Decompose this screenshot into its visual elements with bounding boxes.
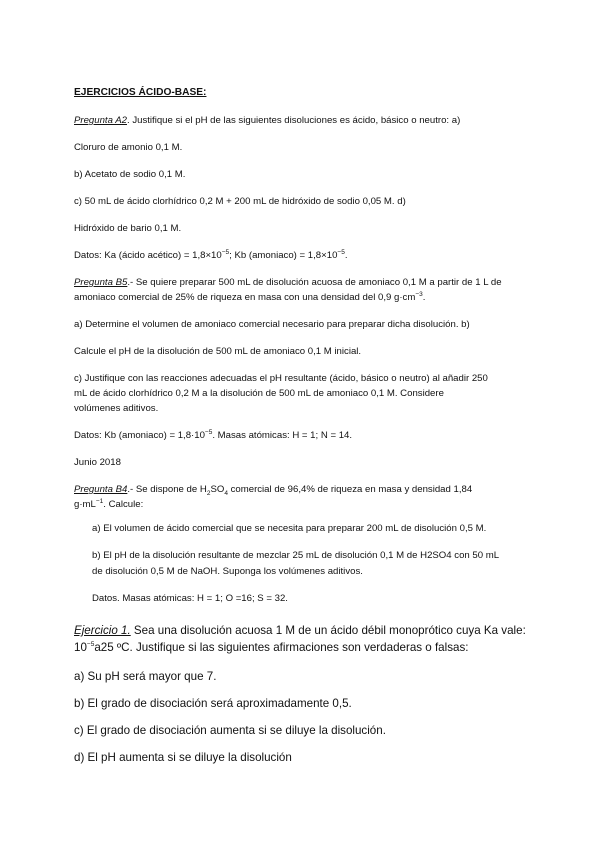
e1-statement-c: c) El grado de disociación aumenta si se diluye la disolución. <box>74 724 386 737</box>
a2-data-end: . <box>344 250 348 261</box>
b4-text-1a: .- Se dispone de H <box>127 484 207 495</box>
e1-statement-d: d) El pH aumenta si se diluye la disolución <box>74 751 292 764</box>
b5-line-4: Calcule el pH de la disolución de 500 mL de amoniaco 0,1 M inicial. <box>74 346 362 357</box>
b4-part-b-2: de disolución 0,5 M de NaOH. Suponga los volúmenes aditivos. <box>92 566 363 577</box>
b4-text-1b: SO <box>210 484 225 495</box>
e1-ka-base: 10 <box>74 641 87 654</box>
e1-text-1: Sea una disolución acuosa 1 M de un ácido débil monoprótico cuya Ka vale: <box>130 624 526 637</box>
exam-date: Junio 2018 <box>74 457 121 468</box>
e1-line-1 <box>74 624 526 638</box>
e1-ka-exp: −5 <box>86 641 95 649</box>
b4-part-b-1: b) El pH de la disolución resultante de mezclar 25 mL de disolución 0,1 M de H2SO4 con 50 mL <box>92 550 500 561</box>
b4-label: Pregunta B4 <box>74 484 128 495</box>
b5-line-7: volúmenes aditivos. <box>74 403 159 414</box>
e1-statement-b: b) El grado de disociación será aproximadamente 0,5. <box>74 697 352 710</box>
b5-data-kb-exp: −5 <box>204 428 213 436</box>
a2-line-1 <box>74 115 460 127</box>
a2-data-kb: ; Kb (amoniaco) = 1,8×10 <box>229 250 338 261</box>
b4-unit: g·mL <box>74 499 96 510</box>
b5-text-2-end: . <box>422 292 426 303</box>
b4-sub-4: 4 <box>224 489 228 497</box>
a2-data-line <box>74 250 348 262</box>
e1-text-2: a25 ºC. Justifique si las siguientes afirmaciones son verdaderas o falsas: <box>94 641 469 654</box>
e1-statement-a: a) Su pH será mayor que 7. <box>74 670 217 683</box>
b5-density-exp: −3 <box>415 290 423 298</box>
b5-data-masses: . Masas atómicas: H = 1; N = 14. <box>212 430 353 441</box>
a2-text-1: . Justifique si el pH de las siguientes disoluciones es ácido, básico o neutro: a) <box>126 115 461 126</box>
b5-line-1 <box>74 277 502 289</box>
a2-label: Pregunta A2 <box>74 115 127 126</box>
b5-data-line <box>74 430 352 442</box>
a2-data-ka-exp: −5 <box>221 248 230 256</box>
a2-line-4: c) 50 mL de ácido clorhídrico 0,2 M + 200 mL de hidróxido de sodio 0,05 M. d) <box>74 196 406 207</box>
b5-label: Pregunta B5 <box>74 277 128 288</box>
b4-text-1c: comercial de 96,4% de riqueza en masa y densidad 1,84 <box>227 484 473 495</box>
e1-line-2 <box>74 641 468 655</box>
b4-sub-2: 2 <box>206 489 211 497</box>
b5-line-5: c) Justifique con las reacciones adecuadas el pH resultante (ácido, básico o neutro) al añadir 250 <box>74 373 488 384</box>
b4-part-a: a) El volumen de ácido comercial que se necesita para preparar 200 mL de disolución 0,5 M. <box>92 523 487 534</box>
page-title: EJERCICIOS ÁCIDO-BASE: <box>74 87 207 98</box>
a2-data-ka: Datos: Ka (ácido acético) = 1,8×10 <box>74 250 222 261</box>
b5-line-3: a) Determine el volumen de amoniaco comercial necesario para preparar dicha disolución. b) <box>74 319 470 330</box>
a2-line-3: b) Acetato de sodio 0,1 M. <box>74 169 186 180</box>
e1-label: Ejercicio 1. <box>74 624 131 637</box>
b4-line-1 <box>74 484 472 496</box>
b4-text-2b: . Calcule: <box>103 499 144 510</box>
b5-text-1: .- Se quiere preparar 500 mL de disolución acuosa de amoniaco 0,1 M a partir de 1 L de <box>127 277 502 288</box>
b5-line-2 <box>74 292 425 304</box>
b4-unit-exp: −1 <box>95 497 104 505</box>
a2-line-5: Hidróxido de bario 0,1 M. <box>74 223 182 234</box>
b5-text-2: amoniaco comercial de 25% de riqueza en masa con una densidad del 0,9 g·cm <box>74 292 416 303</box>
a2-line-2: Cloruro de amonio 0,1 M. <box>74 142 183 153</box>
b4-line-2 <box>74 499 143 511</box>
b5-data-kb: Datos: Kb (amoniaco) = 1,8·10 <box>74 430 205 441</box>
a2-data-kb-exp: −5 <box>337 248 345 256</box>
b5-line-6: mL de ácido clorhídrico 0,2 M a la disolución de 500 mL de amoniaco 0,1 M. Considere <box>74 388 444 399</box>
b4-data-line: Datos. Masas atómicas: H = 1; O =16; S = 32. <box>92 593 288 604</box>
